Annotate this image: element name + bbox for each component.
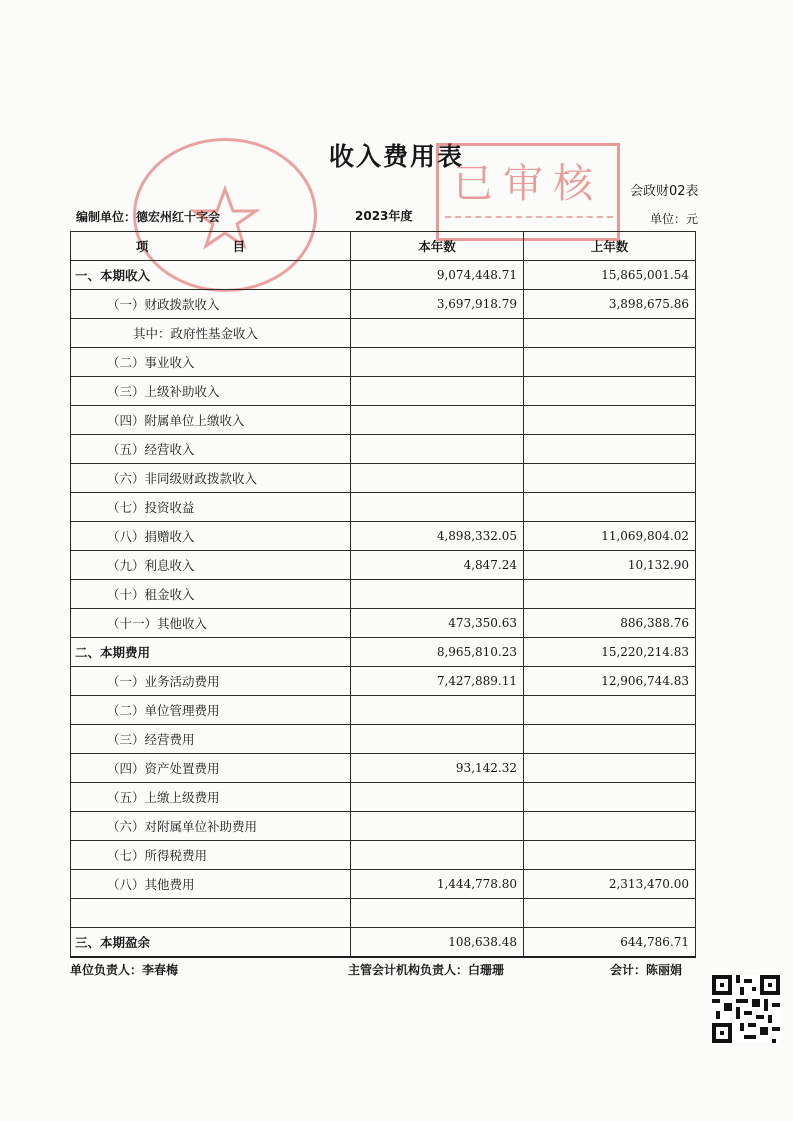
col-header-item: 项 目 (71, 232, 351, 261)
row-current (351, 435, 524, 464)
unit-head-signature: 单位负责人：李春梅 (70, 963, 179, 977)
row-current: 108,638.48 (351, 928, 524, 958)
table-row (71, 725, 696, 754)
fiscal-year: 2023年度 (355, 209, 413, 223)
row-current (351, 406, 524, 435)
row-prior (524, 754, 696, 783)
row-prior (524, 899, 696, 928)
table-row (71, 812, 696, 841)
row-item: （十）租金收入 (71, 580, 351, 609)
audited-stamp-line (445, 216, 613, 226)
row-prior (524, 580, 696, 609)
accounting-head-signature: 主管会计机构负责人：白珊珊 (348, 963, 505, 977)
row-item: （一）财政拨款收入 (71, 290, 351, 319)
row-current (351, 696, 524, 725)
row-current: 4,847.24 (351, 551, 524, 580)
table-row (71, 290, 696, 319)
table-row (71, 493, 696, 522)
row-current (351, 377, 524, 406)
table-row (71, 754, 696, 783)
table-row (71, 261, 696, 290)
row-item: （七）投资收益 (71, 493, 351, 522)
row-prior (524, 493, 696, 522)
audited-stamp-text: 已审核 (453, 161, 603, 207)
row-current (351, 841, 524, 870)
document-title: 收入费用表 (328, 142, 464, 171)
row-item: 二、本期费用 (71, 638, 351, 667)
row-prior (524, 348, 696, 377)
row-item: （四）资产处置费用 (71, 754, 351, 783)
table-row (71, 435, 696, 464)
accountant-signature: 会计：陈丽娟 (610, 963, 683, 977)
row-prior: 3,898,675.86 (524, 290, 696, 319)
row-prior: 12,906,744.83 (524, 667, 696, 696)
row-item (71, 899, 351, 928)
row-current (351, 348, 524, 377)
row-prior: 644,786.71 (524, 928, 696, 958)
row-current: 473,350.63 (351, 609, 524, 638)
row-prior: 11,069,804.02 (524, 522, 696, 551)
row-current (351, 493, 524, 522)
row-current: 4,898,332.05 (351, 522, 524, 551)
table-row (71, 319, 696, 348)
reporting-unit: 编制单位：德宏州红十字会 (76, 210, 221, 224)
table-row (71, 406, 696, 435)
row-prior (524, 377, 696, 406)
row-item: 一、本期收入 (71, 261, 351, 290)
income-expense-table (70, 231, 696, 958)
currency-unit: 单位：元 (650, 212, 699, 226)
table-row (71, 638, 696, 667)
table-row (71, 522, 696, 551)
row-prior (524, 435, 696, 464)
row-item: （二）事业收入 (71, 348, 351, 377)
row-prior: 886,388.76 (524, 609, 696, 638)
row-prior (524, 812, 696, 841)
row-item: 三、本期盈余 (71, 928, 351, 958)
table-row (71, 928, 696, 958)
table-row (71, 841, 696, 870)
row-item: （四）附属单位上缴收入 (71, 406, 351, 435)
row-prior (524, 319, 696, 348)
form-number: 会政财02表 (630, 184, 699, 199)
row-current (351, 464, 524, 493)
row-item: （六）非同级财政拨款收入 (71, 464, 351, 493)
row-current (351, 783, 524, 812)
row-prior (524, 696, 696, 725)
qr-code (712, 975, 780, 1043)
row-item: （八）其他费用 (71, 870, 351, 899)
row-item: （二）单位管理费用 (71, 696, 351, 725)
row-item: （五）经营收入 (71, 435, 351, 464)
row-prior (524, 464, 696, 493)
row-item: （三）经营费用 (71, 725, 351, 754)
table-row (71, 580, 696, 609)
col-header-current: 本年数 (351, 232, 524, 261)
table-row (71, 377, 696, 406)
row-current: 3,697,918.79 (351, 290, 524, 319)
row-item: （三）上级补助收入 (71, 377, 351, 406)
row-current: 8,965,810.23 (351, 638, 524, 667)
col-header-prior: 上年数 (524, 232, 696, 261)
table-row (71, 609, 696, 638)
row-prior: 15,865,001.54 (524, 261, 696, 290)
row-current: 7,427,889.11 (351, 667, 524, 696)
row-prior: 10,132.90 (524, 551, 696, 580)
table-row (71, 870, 696, 899)
table-row (71, 551, 696, 580)
row-item: 其中：政府性基金收入 (71, 319, 351, 348)
table-row (71, 899, 696, 928)
row-item: （十一）其他收入 (71, 609, 351, 638)
row-item: （六）对附属单位补助费用 (71, 812, 351, 841)
table-row (71, 696, 696, 725)
row-item: （八）捐赠收入 (71, 522, 351, 551)
row-prior (524, 841, 696, 870)
row-item: （五）上缴上级费用 (71, 783, 351, 812)
row-current (351, 580, 524, 609)
row-current (351, 899, 524, 928)
table-row (71, 783, 696, 812)
row-current: 9,074,448.71 (351, 261, 524, 290)
row-prior (524, 783, 696, 812)
row-item: （一）业务活动费用 (71, 667, 351, 696)
row-item: （九）利息收入 (71, 551, 351, 580)
row-prior (524, 725, 696, 754)
table-row (71, 348, 696, 377)
table-row (71, 667, 696, 696)
row-current: 1,444,778.80 (351, 870, 524, 899)
row-current: 93,142.32 (351, 754, 524, 783)
row-prior: 15,220,214.83 (524, 638, 696, 667)
row-current (351, 812, 524, 841)
row-current (351, 725, 524, 754)
row-prior (524, 406, 696, 435)
table-row (71, 464, 696, 493)
row-item: （七）所得税费用 (71, 841, 351, 870)
row-prior: 2,313,470.00 (524, 870, 696, 899)
row-current (351, 319, 524, 348)
